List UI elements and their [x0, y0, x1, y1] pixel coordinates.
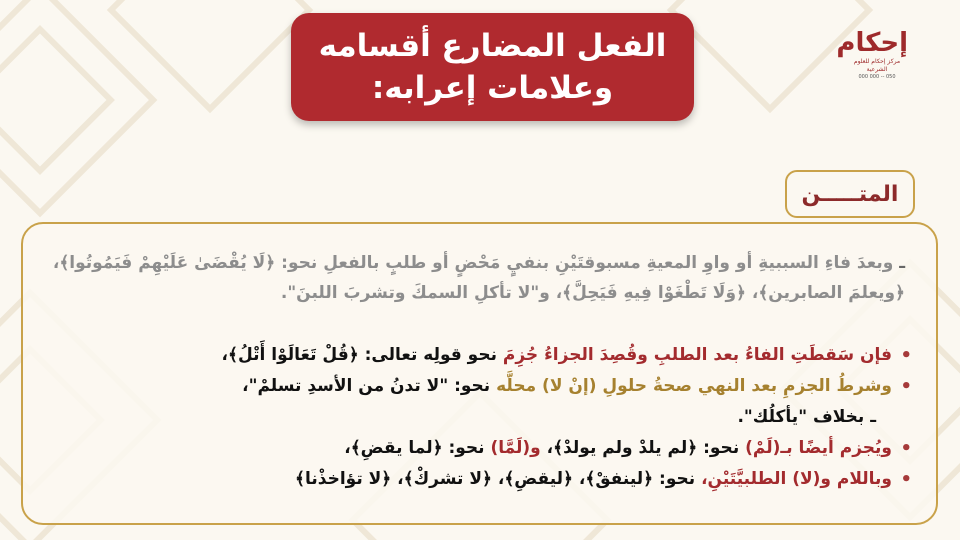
list-item	[50, 464, 910, 495]
bullet-2-text: نحو: "لا تدنُ من الأسدِ تسلمْ"،	[242, 376, 497, 396]
title-box	[291, 13, 694, 121]
bullet-3-text: بخلاف "يأكلُك".	[737, 407, 865, 427]
title-line-1: الفعل المضارع أقسامه	[318, 28, 667, 64]
section-tab-matn	[785, 170, 915, 218]
logo-name: إحكام	[836, 28, 908, 58]
list-item	[50, 402, 910, 433]
list-item	[50, 371, 910, 402]
list-item	[50, 340, 910, 371]
intro-paragraph	[45, 248, 905, 308]
bullet-4-text-2: نحو: ﴿لما يقضِ﴾،	[344, 438, 491, 458]
list-item	[50, 433, 910, 464]
intro-text: وبعدَ فاءِ السببيةِ أو واوِ المعيةِ مسبوقتَيْنِ بنفيٍ مَحْضٍ أو طلبٍ بالفعلِ نحو: ﴿لَا يُقْضَىٰ عَلَيْهِمْ فَيَمُوتُوا﴾، ﴿ويعلمَ الصابرين﴾، ﴿وَلَا تَطْغَوْا فِيهِ فَيَحِلَّ﴾، و"لا تأكلِ السمكَ وتشربَ اللبنَ".	[52, 253, 905, 303]
bullet-4-text: نحو: ﴿لم يلدْ ولم يولدْ﴾،	[540, 438, 746, 458]
bullet-1-text: نحو قولِه تعالى: ﴿قُلْ تَعَالَوْا أَتْلُ﴾،	[221, 345, 503, 365]
intro-dash: ـ	[899, 253, 905, 273]
bullet-5-text: نحو: ﴿لينفقْ﴾، ﴿ليقضِ﴾، ﴿لا تشركْ﴾، ﴿لا تؤاخذْنا﴾	[295, 469, 702, 489]
bullet-4-highlight-2: و(لَمَّا)	[490, 438, 541, 458]
title-line-2: وعلامات إعرابه:	[371, 70, 614, 106]
bullet-1-highlight: فإن سَقطَتِ الفاءُ بعد الطلبِ وقُصِدَ الجزاءُ جُزِمَ	[502, 345, 892, 365]
bullet-5-highlight: وباللام و(لا) الطلبيَّتَيْنِ،	[701, 469, 892, 489]
logo-phone: 050 -- 000 000	[858, 74, 896, 80]
bullet-3-dash: ـ	[870, 407, 876, 427]
logo-subtitle: مركز إحكام للعلوم الشرعية	[853, 58, 901, 73]
section-tab-label: المتـــــن	[801, 181, 899, 207]
logo	[836, 28, 908, 96]
bullet-4-highlight: ويُجزم أيضًا بـ(لَمْ)	[745, 438, 892, 458]
bullet-list	[50, 340, 910, 495]
bullet-2-highlight: وشرطُ الجزمِ بعد النهي صحةُ حلولِ (إنْ لا) محلَّه	[496, 376, 892, 396]
